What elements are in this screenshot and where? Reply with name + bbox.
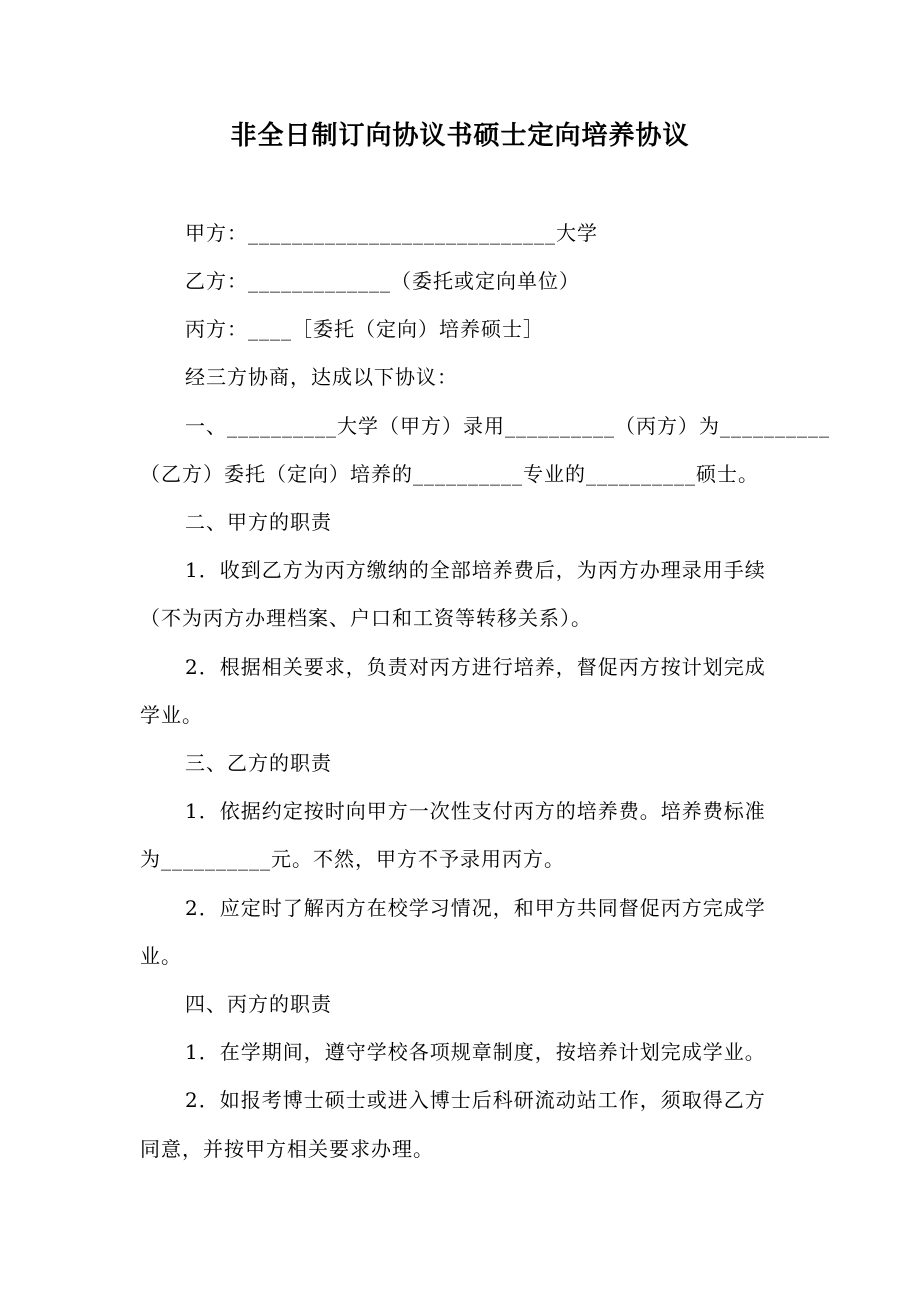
s4-item1-line1: 1．在学期间，遵守学校各项规章制度，按培养计划完成学业。 <box>185 1040 766 1064</box>
document-title: 非全日制订向协议书硕士定向培养协议 <box>230 121 690 151</box>
s2-item2-line1: 2．根据相关要求，负责对丙方进行培养，督促丙方按计划完成 <box>185 655 766 679</box>
s3-item1-line1: 1．依据约定按时向甲方一次性支付丙方的培养费。培养费标准 <box>185 799 766 823</box>
s2-item2-line2: 学业。 <box>140 703 203 727</box>
party-c-line: 丙方：____［委托（定向）培养硕士］ <box>185 317 544 341</box>
s2-item1-line2: （不为丙方办理档案、户口和工资等转移关系）。 <box>140 606 592 630</box>
s4-item2-line2: 同意，并按甲方相关要求办理。 <box>140 1137 434 1161</box>
section4-heading: 四、丙方的职责 <box>185 992 332 1016</box>
section1-line1: 一、__________大学（甲方）录用__________（丙方）为__________ <box>185 414 830 438</box>
s3-item2-line1: 2．应定时了解丙方在校学习情况，和甲方共同督促丙方完成学 <box>185 896 766 920</box>
intro-line: 经三方协商，达成以下协议： <box>185 365 458 389</box>
s3-item2-line2: 业。 <box>140 944 182 968</box>
s2-item1-line1: 1．收到乙方为丙方缴纳的全部培养费后，为丙方办理录用手续 <box>185 558 766 582</box>
section3-heading: 三、乙方的职责 <box>185 751 332 775</box>
section2-heading: 二、甲方的职责 <box>185 510 332 534</box>
section1-line2: （乙方）委托（定向）培养的__________专业的__________硕士。 <box>140 462 759 486</box>
party-a-line: 甲方：____________________________大学 <box>185 221 598 245</box>
party-b-line: 乙方：_____________（委托或定向单位） <box>185 269 580 293</box>
s4-item2-line1: 2．如报考博士硕士或进入博士后科研流动站工作，须取得乙方 <box>185 1088 766 1112</box>
s3-item1-line2: 为__________元。不然，甲方不予录用丙方。 <box>140 847 565 871</box>
